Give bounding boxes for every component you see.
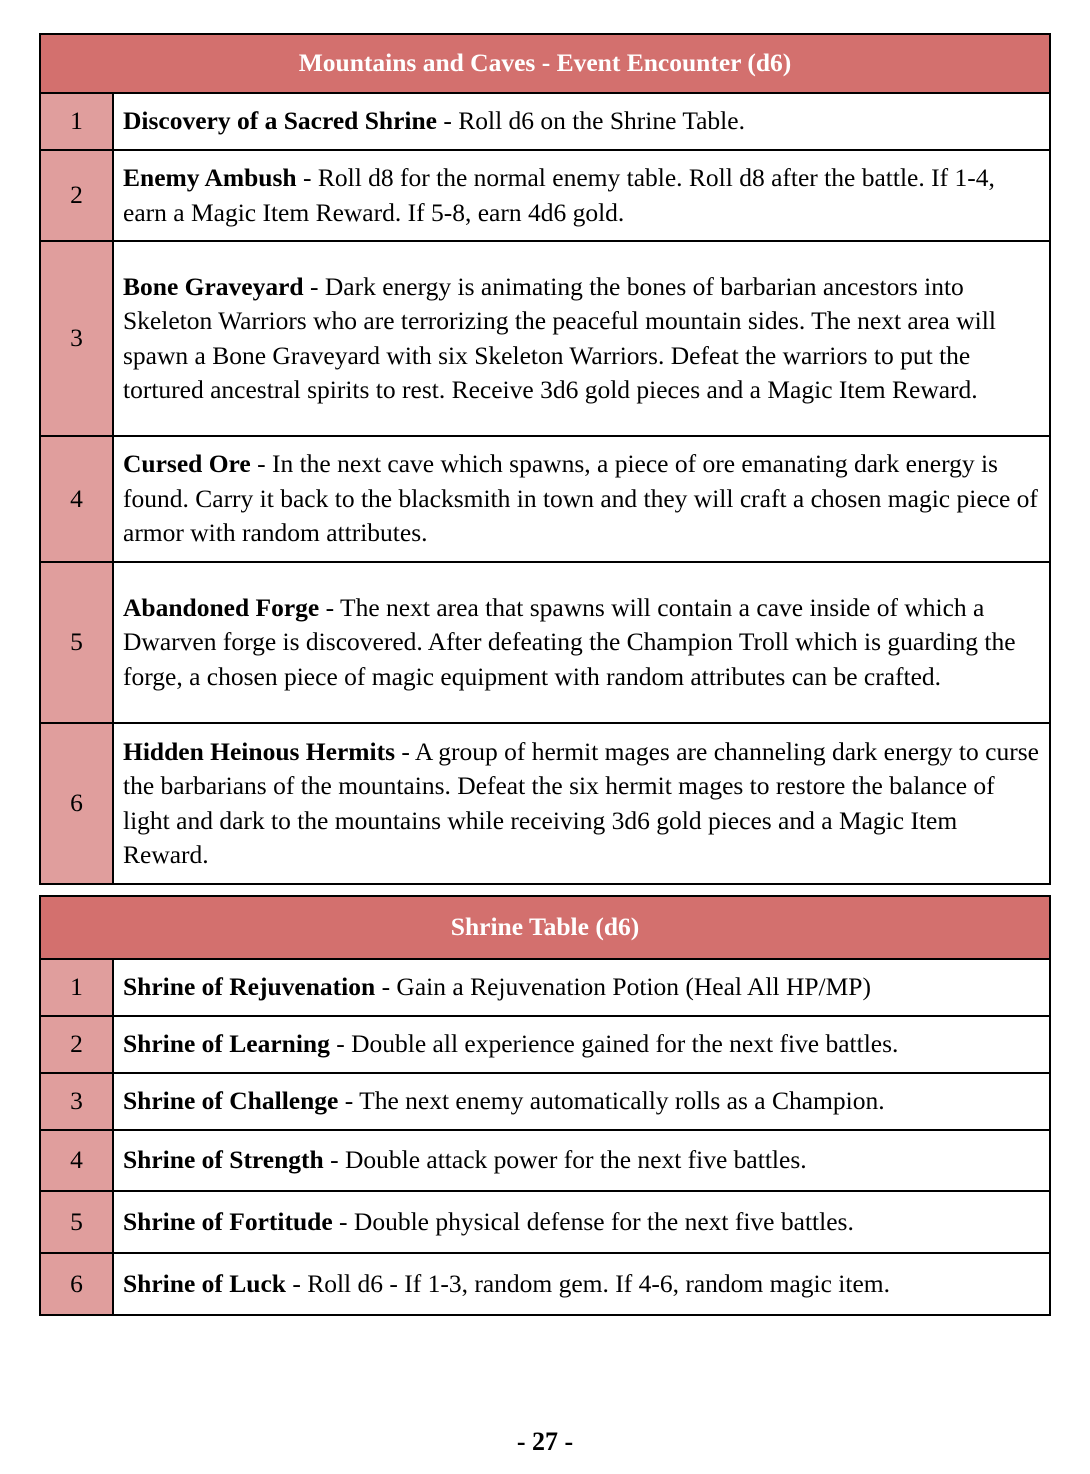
entry-text: - Roll d6 - If 1-3, random gem. If 4-6, random magic item. — [285, 1268, 891, 1298]
roll-number: 1 — [40, 93, 113, 150]
entry-name: Cursed Ore — [123, 449, 251, 479]
entry-name: Discovery of a Sacred Shrine — [123, 106, 437, 136]
roll-number: 3 — [40, 241, 113, 436]
entry-description — [113, 241, 1050, 436]
table-row — [40, 1191, 1050, 1253]
entry-text: - Roll d8 for the normal enemy table. Roll d8 after the battle. If 1-4, earn a Magic Item Reward. If 5-8, earn 4d6 gold. — [123, 163, 995, 227]
entry-text: - A group of hermit mages are channeling dark energy to curse the barbarians of the mountains. Defeat the six hermit mages to restore the balance of light and dark to the mountains while receiving 3d6 gold pieces and a Magic Item Reward. — [123, 736, 1039, 869]
roll-number: 5 — [40, 562, 113, 723]
entry-text: - Double attack power for the next five battles. — [323, 1145, 807, 1175]
entry-name: Shrine of Strength — [123, 1145, 324, 1175]
entry-name: Shrine of Rejuvenation — [123, 972, 376, 1002]
roll-number: 2 — [40, 1016, 113, 1073]
entry-name: Shrine of Luck — [123, 1268, 286, 1298]
table-row — [40, 436, 1050, 562]
entry-description — [113, 150, 1050, 241]
table-row — [40, 93, 1050, 150]
table-row — [40, 1253, 1050, 1315]
roll-number: 6 — [40, 723, 113, 884]
entry-text: - Double all experience gained for the next five battles. — [329, 1029, 899, 1059]
entry-name: Shrine of Learning — [123, 1029, 330, 1059]
table-header-row — [40, 34, 1050, 93]
roll-number: 4 — [40, 436, 113, 562]
table-row — [40, 562, 1050, 723]
roll-number: 6 — [40, 1253, 113, 1315]
entry-description — [113, 562, 1050, 723]
roll-number: 1 — [40, 959, 113, 1016]
entry-description — [113, 1073, 1050, 1130]
entry-text: - Double physical defense for the next five battles. — [332, 1206, 854, 1236]
entry-name: Enemy Ambush — [123, 163, 297, 192]
entry-name: Bone Graveyard — [123, 271, 304, 301]
entry-text: - Dark energy is animating the bones of barbarian ancestors into Skeleton Warriors who are terrorizing the peaceful mountain sides. The next area will spawn a Bone Graveyard with six Skeleton Warriors. Defeat the warriors to put the tortured ancestral spirits to rest. Receive 3d6 gold pieces and a Magic Item Reward. — [123, 271, 996, 404]
entry-description — [113, 1253, 1050, 1315]
table-row — [40, 723, 1050, 884]
entry-description — [113, 436, 1050, 562]
entry-text: - The next area that spawns will contain a cave inside of which a Dwarven forge is discovered. After defeating the Champion Troll which is guarding the forge, a chosen piece of magic equipment with random attributes can be crafted. — [123, 592, 1016, 691]
entry-text: - The next enemy automatically rolls as a Champion. — [338, 1086, 885, 1116]
entry-description — [113, 1130, 1050, 1191]
entry-name: Shrine of Challenge — [123, 1086, 339, 1116]
table-row — [40, 959, 1050, 1016]
event-encounter-table — [39, 33, 1051, 885]
table-row — [40, 1073, 1050, 1130]
table-header-row — [40, 896, 1050, 959]
entry-description — [113, 959, 1050, 1016]
entry-description — [113, 1016, 1050, 1073]
table-row — [40, 1016, 1050, 1073]
roll-number: 5 — [40, 1191, 113, 1253]
entry-name: Shrine of Fortitude — [123, 1206, 333, 1236]
entry-text: - Gain a Rejuvenation Potion (Heal All HP/MP) — [375, 972, 871, 1002]
page-number: - 27 - — [516, 1427, 574, 1456]
entry-text: - In the next cave which spawns, a piece of ore emanating dark energy is found. Carry it back to the blacksmith in town and they will craft a chosen magic piece of armor with random attributes. — [123, 449, 1038, 548]
table-row — [40, 241, 1050, 436]
entry-name: Abandoned Forge — [123, 592, 320, 622]
roll-number: 3 — [40, 1073, 113, 1130]
roll-number: 2 — [40, 150, 113, 241]
entry-text: - Roll d6 on the Shrine Table. — [437, 106, 745, 136]
shrine-table — [39, 895, 1051, 1316]
roll-number: 4 — [40, 1130, 113, 1191]
table-row — [40, 150, 1050, 241]
entry-name: Hidden Heinous Hermits — [123, 736, 396, 766]
entry-description — [113, 723, 1050, 884]
table-row — [40, 1130, 1050, 1191]
shrine-table-title: Shrine Table (d6) — [40, 896, 1050, 959]
entry-description — [113, 1191, 1050, 1253]
entry-description — [113, 93, 1050, 150]
event-table-title: Mountains and Caves - Event Encounter (d6) — [40, 34, 1050, 93]
